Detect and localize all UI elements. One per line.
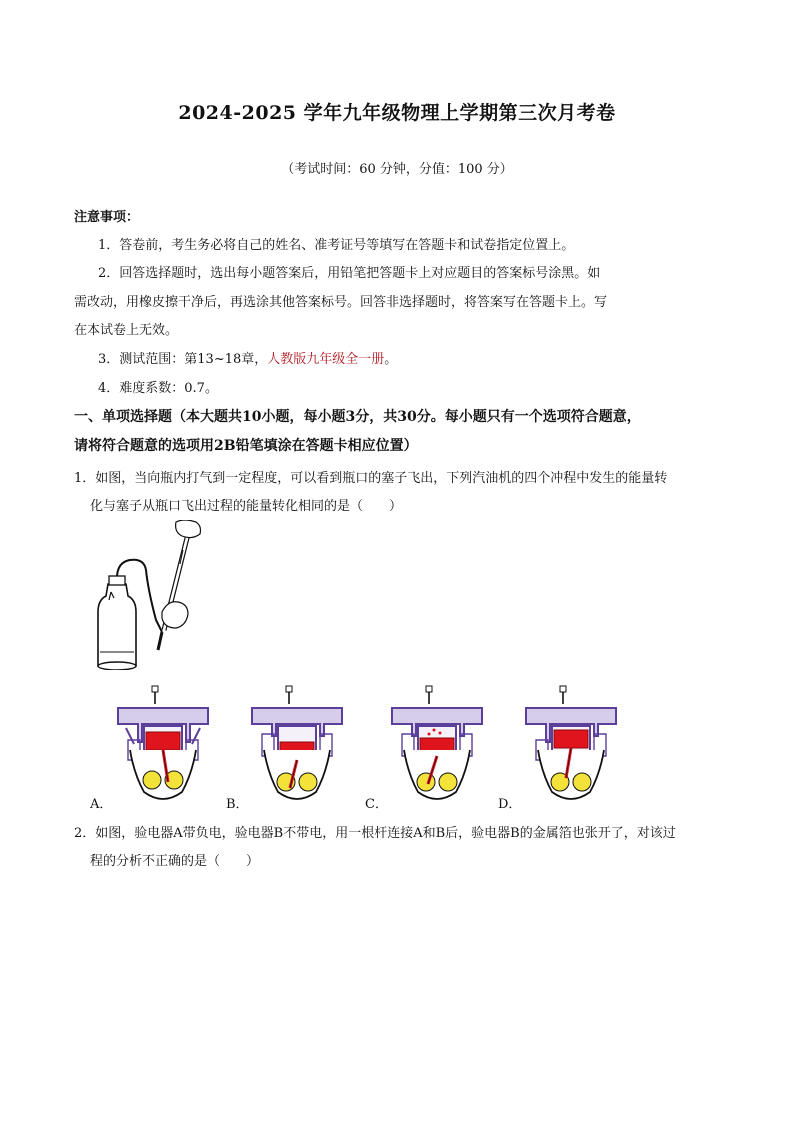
option-d-label: D． [498,797,522,812]
bottle-pump-figure [84,520,214,670]
engine-stroke-d [518,684,626,806]
note-2-line-1: 2．回答选择题时，选出每小题答案后，用铅笔把答题卡上对应题目的答案标号涂黑。如 [98,266,601,281]
question-2-line-1: 2．如图，验电器A带负电，验电器B不带电，用一根杆连接A和B后，验电器B的金属箔也张开了，对该过 [74,826,676,841]
option-b-label: B． [226,797,249,812]
option-a-label: A． [90,797,113,812]
engine-stroke-a [110,684,218,806]
exam-subtitle: （考试时间：60 分钟，分值：100 分） [281,162,513,177]
note-3 [98,348,397,367]
note-3-prefix: 3．测试范围：第13~18章， [98,352,268,367]
exam-title: 2024-2025 学年九年级物理上学期第三次月考卷 [178,102,616,124]
question-1-line-2: 化与塞子从瓶口飞出过程的能量转化相同的是（ ） [90,499,403,514]
question-1-line-1: 1．如图，当向瓶内打气到一定程度，可以看到瓶口的塞子飞出，下列汽油机的四个冲程中发生的能量转 [74,471,668,486]
note-2-line-3: 在本试卷上无效。 [74,323,179,338]
engine-stroke-b [244,684,352,806]
note-3-suffix: 。 [384,352,398,367]
note-2-line-2: 需改动，用橡皮擦干净后，再选涂其他答案标号。回答非选择题时，将答案写在答题卡上。写 [74,295,608,310]
question-2-line-2: 程的分析不正确的是（ ） [90,854,260,869]
option-c-label: C． [365,797,388,812]
section-1-heading-line-1: 一、单项选择题（本大题共10小题，每小题3分，共30分。每小题只有一个选项符合题意， [74,409,641,425]
section-1-heading-line-2: 请将符合题意的选项用2B铅笔填涂在答题卡相应位置） [74,438,418,454]
note-3-highlight: 人教版九年级全一册 [267,352,385,367]
notes-heading: 注意事项： [74,210,140,225]
note-1: 1．答卷前，考生务必将自己的姓名、准考证号等填写在答题卡和试卷指定位置上。 [98,238,575,253]
note-4: 4．难度系数：0.7。 [98,381,218,396]
engine-stroke-c [384,684,492,806]
